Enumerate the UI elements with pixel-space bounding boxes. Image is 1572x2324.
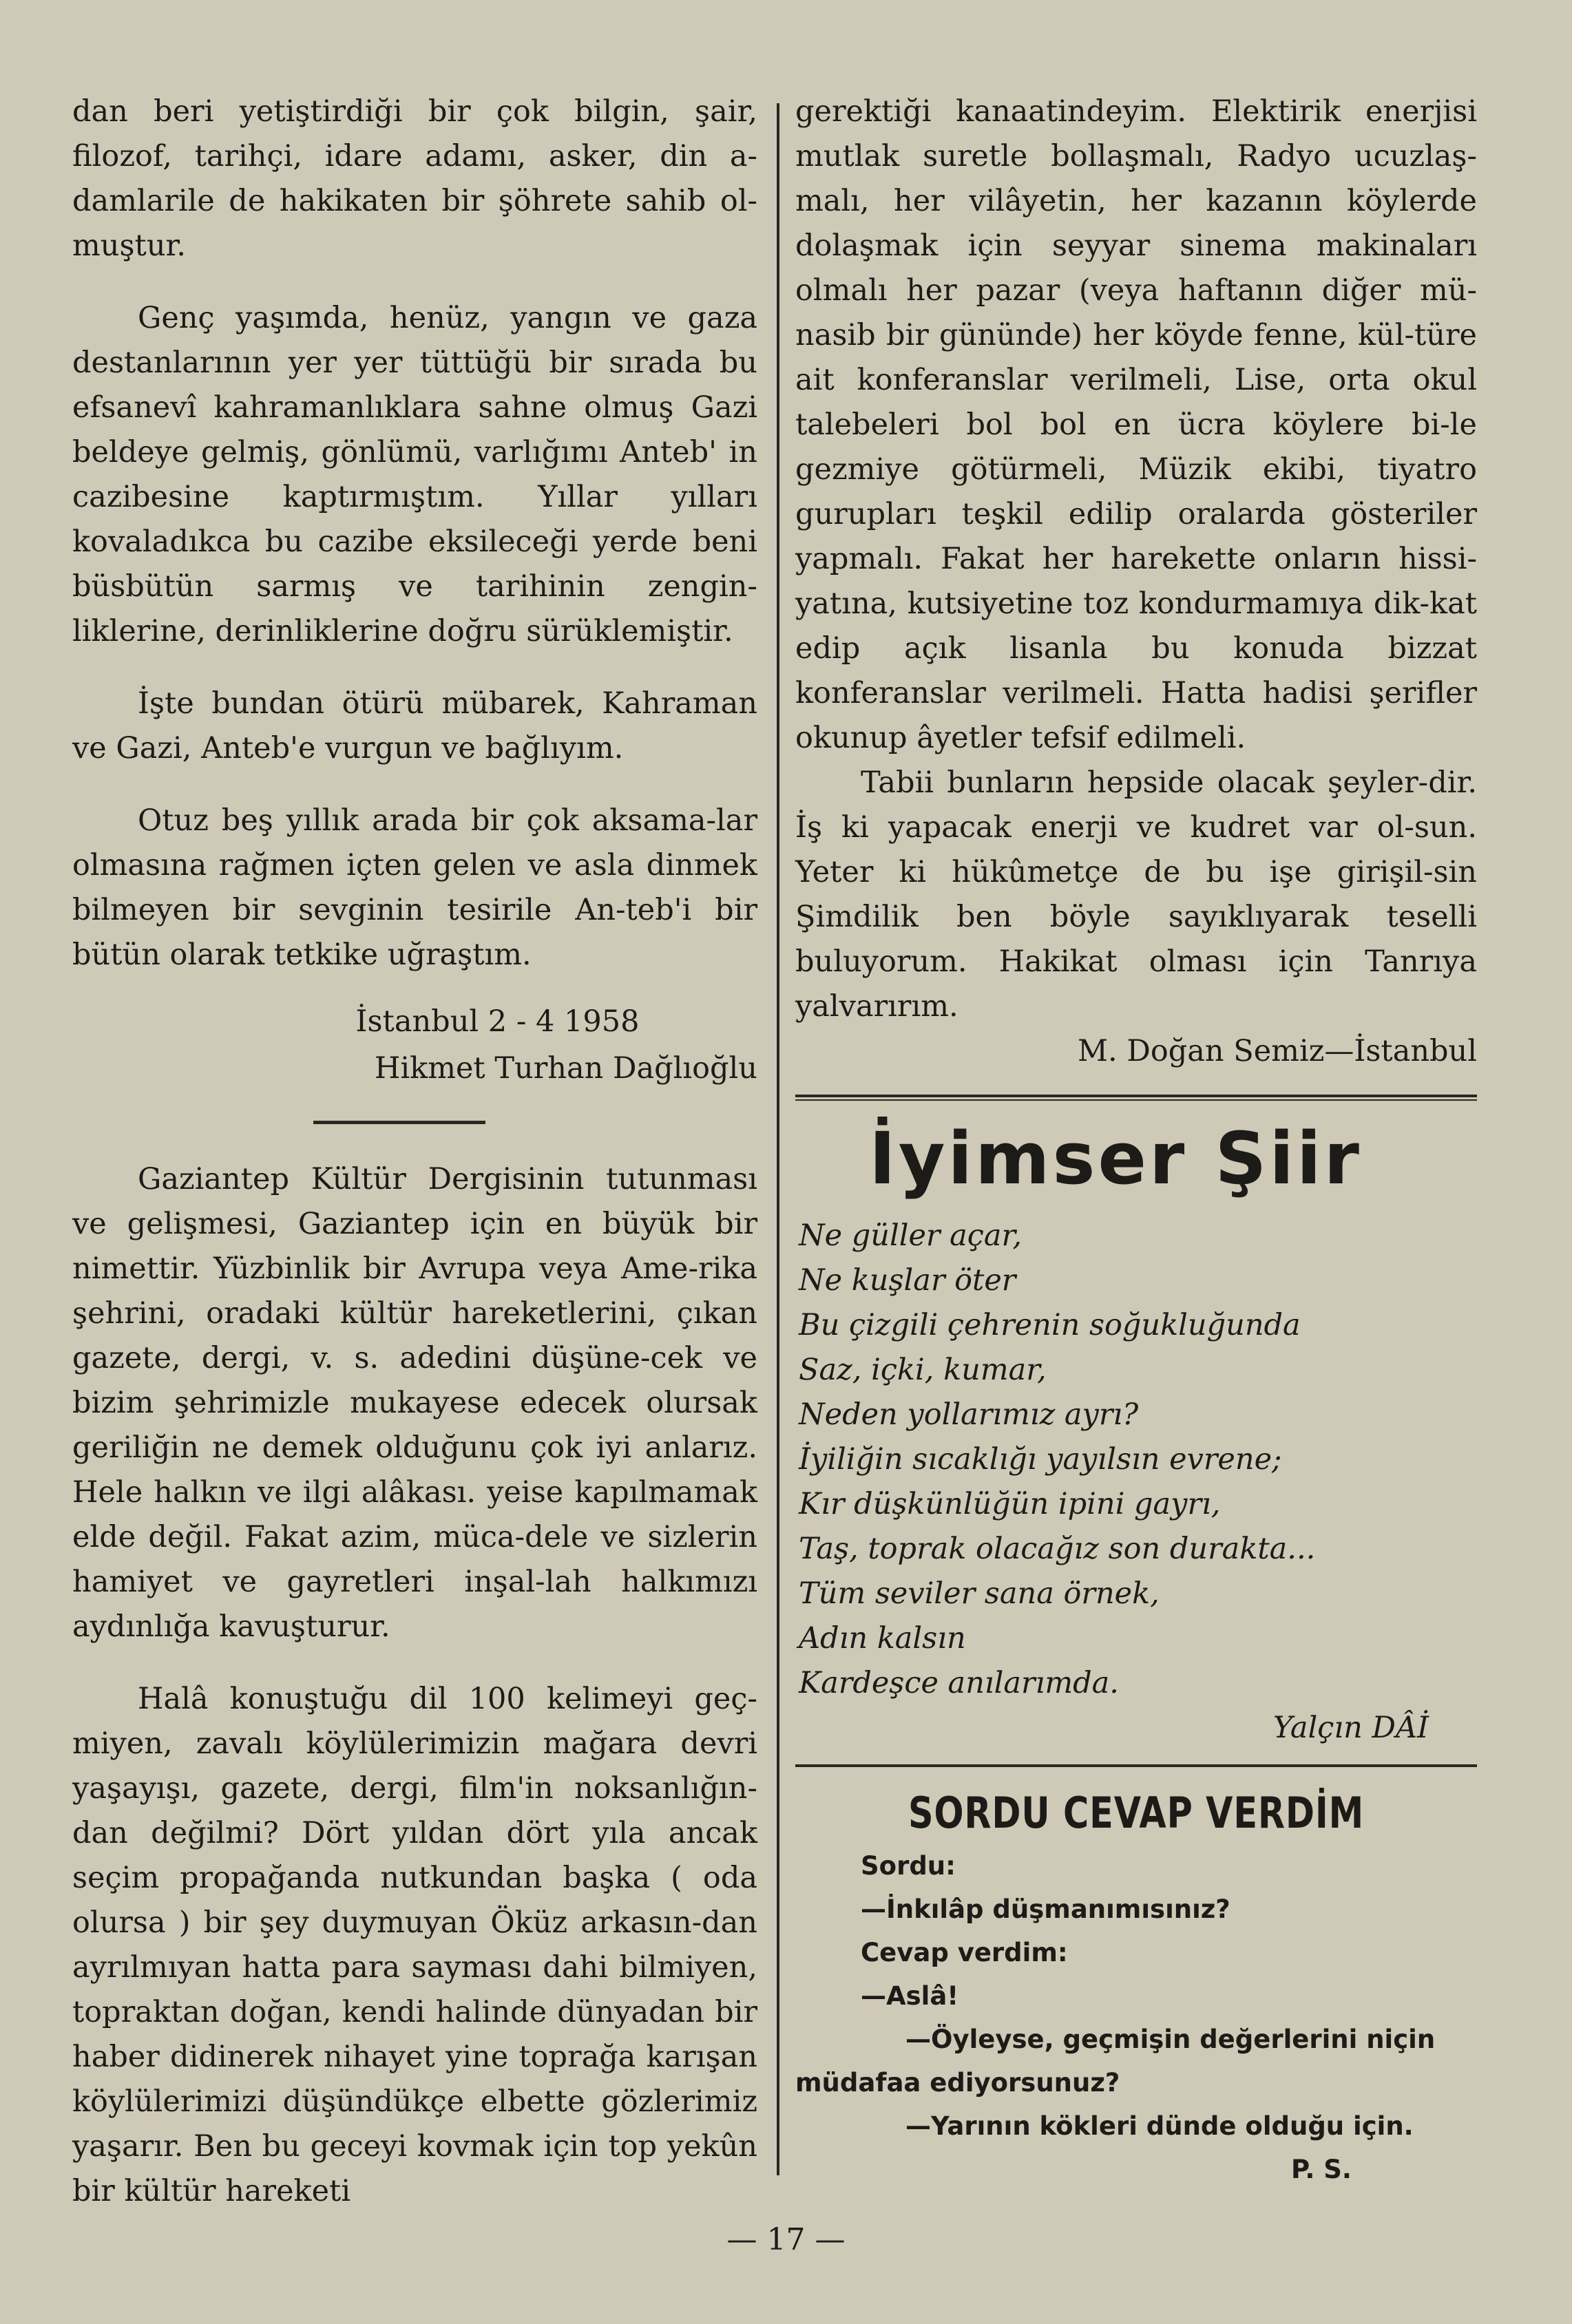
poem-body xyxy=(795,1214,1477,1706)
qa-line: —Aslâ! xyxy=(861,1981,959,2011)
signature-place-date: İstanbul 2 - 4 1958 xyxy=(355,1004,640,1039)
section-divider xyxy=(313,1121,485,1124)
paragraph: Otuz beş yıllık arada bir çok aksama-lar olmasına rağmen içten gelen ve asla dinmek bilmeyen bir sevginin tesirile An-teb'i bir bütün olarak tetkike uğraştım. xyxy=(72,803,757,972)
paragraph: dan beri yetiştirdiği bir çok bilgin, şair, filozof, tarihçi, idare adamı, asker, din a-damlarile de hakikaten bir şöhrete sahib ol-muştur. xyxy=(72,94,757,263)
paragraph: Gaziantep Kültür Dergisinin tutunması ve gelişmesi, Gaziantep için en büyük bir nimettir. Yüzbinlik bir Avrupa veya Ame-rika şehrini, oradaki kültür hareketlerini, çıkan gazete, dergi, v. s. adedini düşüne-cek ve bizim şehrimizle mukayese edecek olursak geriliğin ne demek olduğunu çok iyi anlarız. Hele halkın ve ilgi alâkası. yeise kapılmamak elde değil. Fakat azim, müca-dele ve sizlerin hamiyet ve gayretleri inşal-lah halkımızı aydınlığa kavuşturur. xyxy=(72,1162,757,1644)
qa-line: Cevap verdim: xyxy=(861,1938,1068,1967)
paragraph: İşte bundan ötürü mübarek, Kahraman ve Gazi, Anteb'e vurgun ve bağlıyım. xyxy=(72,686,757,765)
poem-line: Ne kuşlar öter xyxy=(799,1263,1016,1298)
qa-body xyxy=(795,1844,1477,2148)
poem-line: Adın kalsın xyxy=(799,1621,966,1656)
poem-line: Saz, içki, kumar, xyxy=(799,1353,1047,1387)
qa-line: Sordu: xyxy=(861,1851,956,1881)
qa-signature: P. S. xyxy=(1291,2155,1352,2184)
poem-line: İyiliğin sıcaklığı yayılsın evrene; xyxy=(799,1442,1282,1477)
qa-line: —Öyleyse, geçmişin değerlerini niçin xyxy=(905,2025,1436,2054)
qa-line: —Yarının kökleri dünde olduğu için. xyxy=(905,2111,1414,2141)
paragraph: Tabii bunların hepside olacak şeyler-dir. İş ki yapacak enerji ve kudret var ol-sun. Yeter ki hükûmetçe de bu işe girişil-sin Şimdilik ben böyle sayıklıyarak teselli buluyorum. Hakikat olması için Tanrıya yalvarırım. xyxy=(795,765,1477,1024)
poem-line: Ne güller açar, xyxy=(799,1218,1022,1253)
page-number: — 17 — xyxy=(726,2222,846,2257)
poem-line: Taş, toprak olacağız son durakta... xyxy=(799,1532,1316,1566)
poem-line: Tüm seviler sana örnek, xyxy=(799,1576,1160,1611)
poem-author: Yalçın DÂİ xyxy=(1272,1711,1429,1745)
left-column xyxy=(72,89,757,2214)
column-divider xyxy=(777,103,779,2175)
right-column xyxy=(795,89,1477,2191)
poem-title: İyimser Şiir xyxy=(869,1117,1362,1201)
paragraph: Genç yaşımda, henüz, yangın ve gaza destanlarının yer yer tüttüğü bir sırada bu efsanevî kahramanlıklara sahne olmuş Gazi beldeye gelmiş, gönlümü, varlığımı Anteb' in cazibesine kaptırmıştım. Yıllar yılları kovaladıkca bu cazibe eksileceği yerde beni büsbütün sarmış ve tarihinin zengin-liklerine, derinliklerine doğru sürüklemiştir. xyxy=(72,301,757,648)
poem-line: Bu çizgili çehrenin soğukluğunda xyxy=(799,1308,1301,1342)
section-divider xyxy=(795,1764,1477,1767)
article-signature: M. Doğan Semiz—İstanbul xyxy=(1078,1034,1477,1068)
signature-author: Hikmet Turhan Dağlıoğlu xyxy=(374,1051,757,1086)
poem-line: Kardeşce anılarımda. xyxy=(799,1666,1119,1700)
paragraph: Halâ konuştuğu dil 100 kelimeyi geç-miyen, zavalı köylülerimizin mağara devri yaşayışı, gazete, dergi, film'in noksanlığın-dan değilmi? Dört yıldan dört yıla ancak seçim propağanda nutkundan başka ( oda olursa ) bir şey duymuyan Öküz arkasın-dan ayrılmıyan hatta para sayması dahi bilmiyen, topraktan doğan, kendi halinde dünyadan bir haber didinerek nihayet yine toprağa karışan köylülerimizi düşündükçe elbette gözlerimiz yaşarır. Ben bu geceyi kovmak için top yekûn bir kültür hareketi xyxy=(72,1682,757,2208)
article-signature xyxy=(72,998,757,1092)
paragraph: gerektiği kanaatindeyim. Elektirik enerjisi mutlak suretle bollaşmalı, Radyo ucuzlaş-malı, her vilâyetin, her kazanın köylerde dolaşmak için seyyar sinema makinaları olmalı her pazar (veya haftanın diğer mü-nasib bir gününde) her köyde fenne, kül-türe ait konferanslar verilmeli, Lise, orta okul talebeleri bol bol en ücra köylere bi-le gezmiye götürmeli, Müzik ekibi, tiyatro gurupları teşkil edilip oralarda gösteriler yapmalı. Fakat her harekette onların hissi-yatına, kutsiyetine toz kondurmamıya dik-kat edip açık lisanla bu konuda bizzat konferanslar verilmeli. Hatta hadisi şerifler okunup âyetler tefsif edilmeli. xyxy=(795,94,1477,755)
qa-line: —İnkılâp düşmanımısınız? xyxy=(861,1894,1230,1924)
poem-line: Kır düşkünlüğün ipini gayrı, xyxy=(799,1487,1221,1521)
qa-title: SORDU CEVAP VERDİM xyxy=(908,1788,1365,1838)
qa-line: müdafaa ediyorsunuz? xyxy=(795,2068,1120,2098)
section-divider xyxy=(795,1095,1477,1101)
poem-line: Neden yollarımız ayrı? xyxy=(799,1397,1139,1432)
